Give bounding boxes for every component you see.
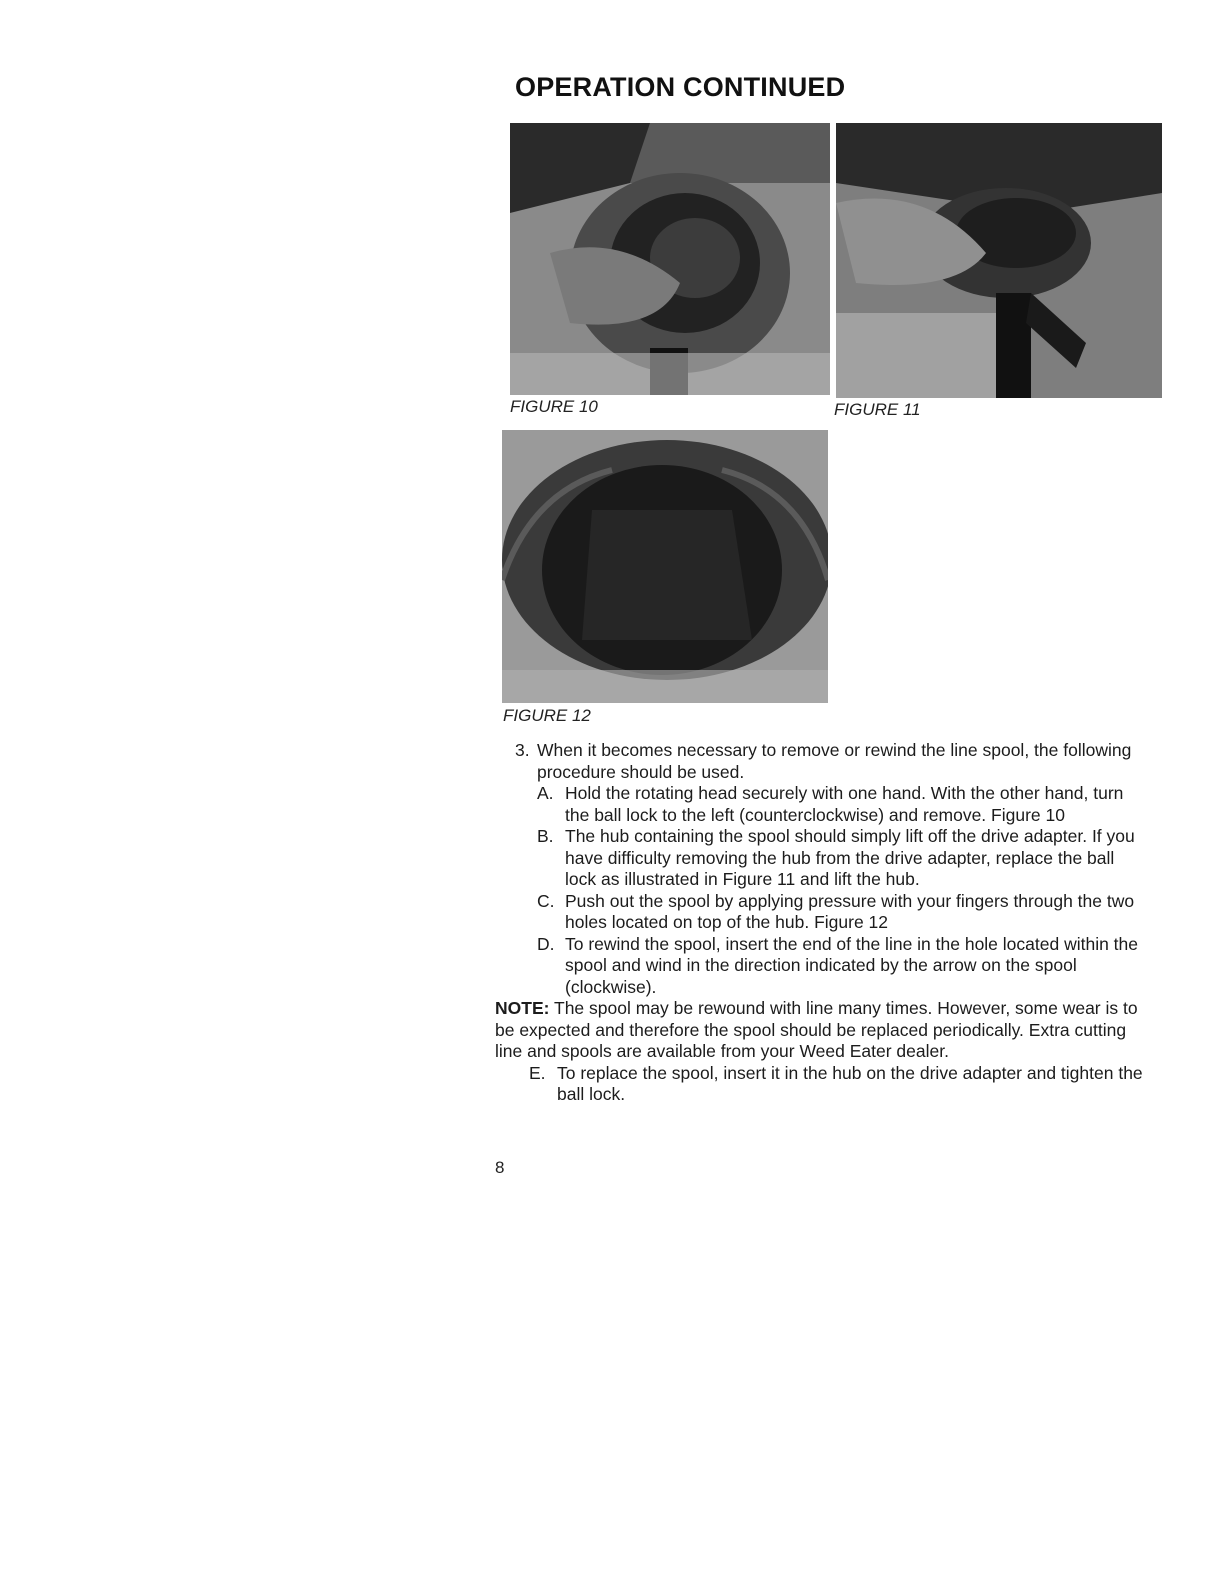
substep-d	[495, 934, 1145, 999]
note-text: The spool may be rewound with line many times. However, some wear is to be expected and therefore the spool should be replaced periodically. Extra cutting line and spools are available from your Weed Eater dealer.	[495, 998, 1138, 1061]
figure-10-caption: FIGURE 10	[510, 397, 598, 416]
substep-d-letter: D.	[537, 933, 555, 954]
step-3-number: 3.	[515, 740, 530, 760]
substep-b-text: The hub containing the spool should simply lift off the drive adapter. If you have difficulty removing the hub from the drive adapter, replace the ball lock as illustrated in Figure 11 and lift the hub.	[565, 826, 1135, 889]
substep-b	[495, 826, 1145, 891]
substep-e	[495, 1063, 1145, 1106]
substep-e-text: To replace the spool, insert it in the hub on the drive adapter and tighten the ball lock.	[557, 1062, 1143, 1104]
note-paragraph	[495, 998, 1145, 1063]
figure-11-caption: FIGURE 11	[834, 400, 921, 419]
step-3-text: When it becomes necessary to remove or rewind the line spool, the following procedure should be used.	[537, 740, 1132, 782]
instructions	[495, 740, 1145, 1106]
substep-c-text: Push out the spool by applying pressure with your fingers through the two holes located on top of the hub. Figure 12	[565, 890, 1135, 932]
substep-e-letter: E.	[529, 1062, 546, 1083]
figure-10-photo	[510, 123, 830, 395]
substep-a	[495, 783, 1145, 826]
substep-a-text: Hold the rotating head securely with one hand. With the other hand, turn the ball lock to the left (counterclockwise) and remove. Figure 10	[565, 783, 1124, 825]
note-label: NOTE:	[495, 998, 550, 1018]
substep-b-letter: B.	[537, 826, 554, 846]
substep-c	[495, 891, 1145, 934]
figure-11-photo	[836, 123, 1162, 398]
page-number: 8	[495, 1158, 505, 1177]
substep-c-letter: C.	[537, 890, 555, 911]
substep-d-text: To rewind the spool, insert the end of the line in the hole located within the spool and wind in the direction indicated by the arrow on the spool (clockwise).	[565, 933, 1139, 997]
substep-a-letter: A.	[537, 783, 554, 803]
figure-12-caption: FIGURE 12	[503, 706, 591, 725]
step-3	[495, 740, 1145, 783]
figure-12-photo	[502, 430, 828, 703]
page-title: OPERATION CONTINUED	[515, 72, 846, 102]
